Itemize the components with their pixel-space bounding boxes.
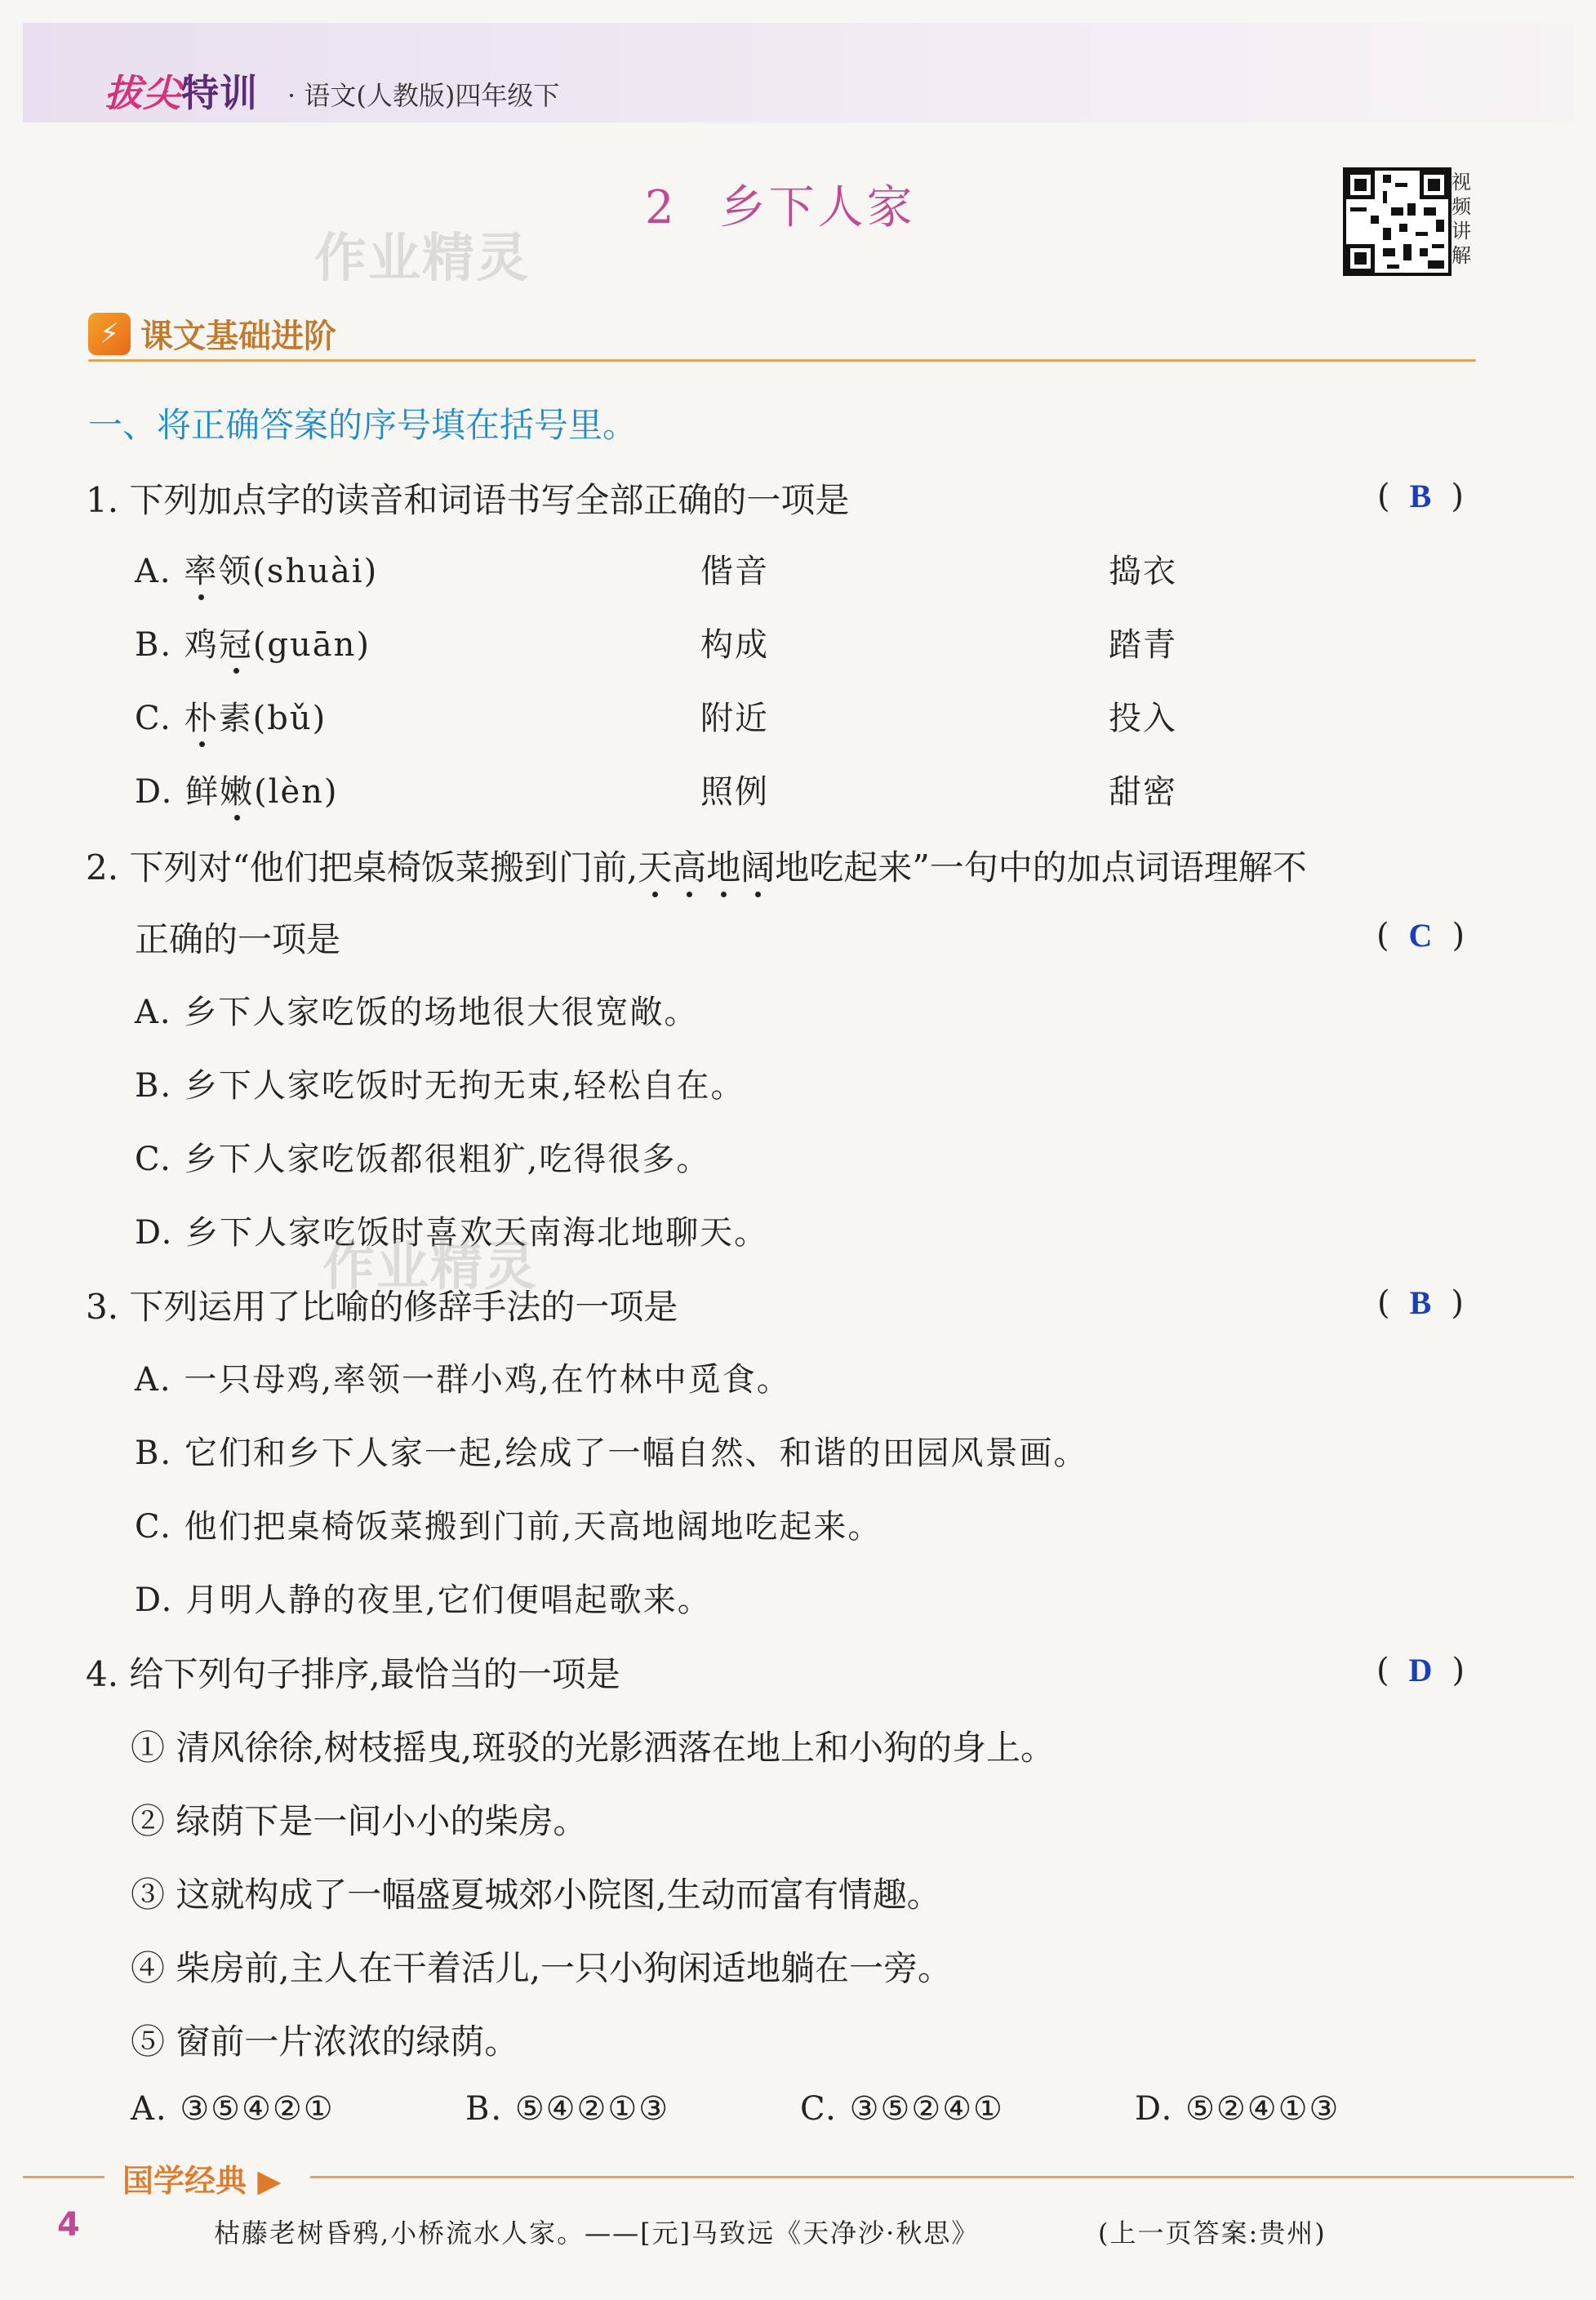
question-1-answer: ( B )	[1377, 478, 1464, 515]
brand-logo: 拔尖特训	[104, 71, 258, 115]
q4-sentence-4: ④ 柴房前,主人在干着活儿,一只小狗闲适地躺在一旁。	[131, 1948, 953, 1988]
q4-sentence-3: ③ 这就构成了一幅盛夏城郊小院图,生动而富有情趣。	[131, 1875, 941, 1915]
q3-option-b: B. 它们和乡下人家一起,绘成了一幅自然、和谐的田园风景画。	[135, 1435, 1088, 1472]
previous-page-answer: (上一页答案:贵州)	[1098, 2218, 1327, 2249]
lesson-title	[645, 171, 916, 237]
q1-option-a: A. 率领(shuài)	[135, 553, 379, 590]
lesson-name: 乡下人家	[719, 181, 916, 234]
q4-sentence-5: ⑤ 窗前一片浓浓的绿荫。	[131, 2022, 519, 2062]
question-3-stem: 3. 下列运用了比喻的修辞手法的一项是	[86, 1287, 678, 1327]
watermark: 作业精灵	[314, 229, 530, 289]
section-title: 课文基础进阶	[140, 318, 336, 355]
q4-option-b: B. ⑤④②①③	[465, 2090, 670, 2128]
q1-option-d: D. 鲜嫩(lèn)	[135, 773, 339, 811]
qr-code-icon[interactable]	[1343, 167, 1452, 276]
page-number: 4	[57, 2206, 80, 2244]
dotted-phrase: 天高地阔	[638, 847, 776, 888]
book-series: · 语文(人教版)四年级下	[287, 80, 560, 111]
footer-divider-left	[23, 2176, 104, 2178]
q3-option-c: C. 他们把桌椅饭菜搬到门前,天高地阔地吃起来。	[135, 1508, 882, 1546]
q1-option-b-word2: 构成	[700, 626, 769, 664]
watermark-2: 作业精灵	[322, 1237, 538, 1297]
question-1-stem: 1. 下列加点字的读音和词语书写全部正确的一项是	[86, 480, 850, 520]
q3-option-d: D. 月明人静的夜里,它们便唱起歌来。	[135, 1582, 712, 1619]
lightning-icon: ⚡	[88, 313, 131, 355]
q1-option-d-word3: 甜密	[1109, 773, 1177, 811]
question-4-stem: 4. 给下列句子排序,最恰当的一项是	[86, 1654, 620, 1694]
q1-option-c-word3: 投入	[1109, 700, 1177, 737]
footer-label: 国学经典 ▶	[122, 2163, 282, 2199]
q1-option-a-word2: 偕音	[700, 553, 769, 590]
question-2-stem-line2: 正确的一项是	[135, 919, 341, 959]
classic-quote: 枯藤老树昏鸦,小桥流水人家。——[元]马致远《天净沙·秋思》	[214, 2218, 980, 2249]
q1-option-a-word3: 捣衣	[1109, 553, 1177, 590]
q3-option-a: A. 一只母鸡,率领一群小鸡,在竹林中觅食。	[135, 1361, 791, 1399]
q2-option-c: C. 乡下人家吃饭都很粗犷,吃得很多。	[135, 1141, 711, 1178]
section-header	[88, 310, 336, 357]
q4-sentence-1: ① 清风徐徐,树枝摇曳,斑驳的光影洒落在地上和小狗的身上。	[131, 1728, 1056, 1768]
instruction: 一、将正确答案的序号填在括号里。	[88, 405, 638, 445]
q2-option-b: B. 乡下人家吃饭时无拘无束,轻松自在。	[135, 1067, 745, 1105]
q2-option-a: A. 乡下人家吃饭的场地很大很宽敞。	[135, 994, 699, 1031]
q1-option-b-word3: 踏青	[1109, 626, 1177, 664]
qr-label: 视频讲解	[1452, 171, 1471, 267]
q1-option-b: B. 鸡冠(guān)	[135, 626, 371, 664]
lesson-number: 2	[645, 181, 678, 234]
q2-option-d: D. 乡下人家吃饭时喜欢天南海北地聊天。	[135, 1214, 769, 1252]
q4-option-d: D. ⑤②④①③	[1135, 2090, 1340, 2128]
q4-option-c: C. ③⑤②④①	[800, 2090, 1004, 2128]
q1-option-c-word2: 附近	[700, 700, 769, 737]
footer-divider-right	[310, 2176, 1574, 2178]
question-3-answer: ( B )	[1377, 1284, 1464, 1322]
q4-option-a: A. ③⑤④②①	[131, 2090, 335, 2128]
section-divider	[88, 359, 1476, 362]
q1-option-c: C. 朴素(bǔ)	[135, 700, 327, 737]
q4-sentence-2: ② 绿荫下是一间小小的柴房。	[131, 1801, 588, 1841]
question-2-stem: 2. 下列对“他们把桌椅饭菜搬到门前,天高地阔地吃起来”一句中的加点词语理解不	[86, 847, 1307, 888]
question-4-answer: ( D )	[1376, 1652, 1465, 1689]
q1-option-d-word2: 照例	[700, 773, 769, 811]
question-2-answer: ( C )	[1376, 917, 1465, 954]
